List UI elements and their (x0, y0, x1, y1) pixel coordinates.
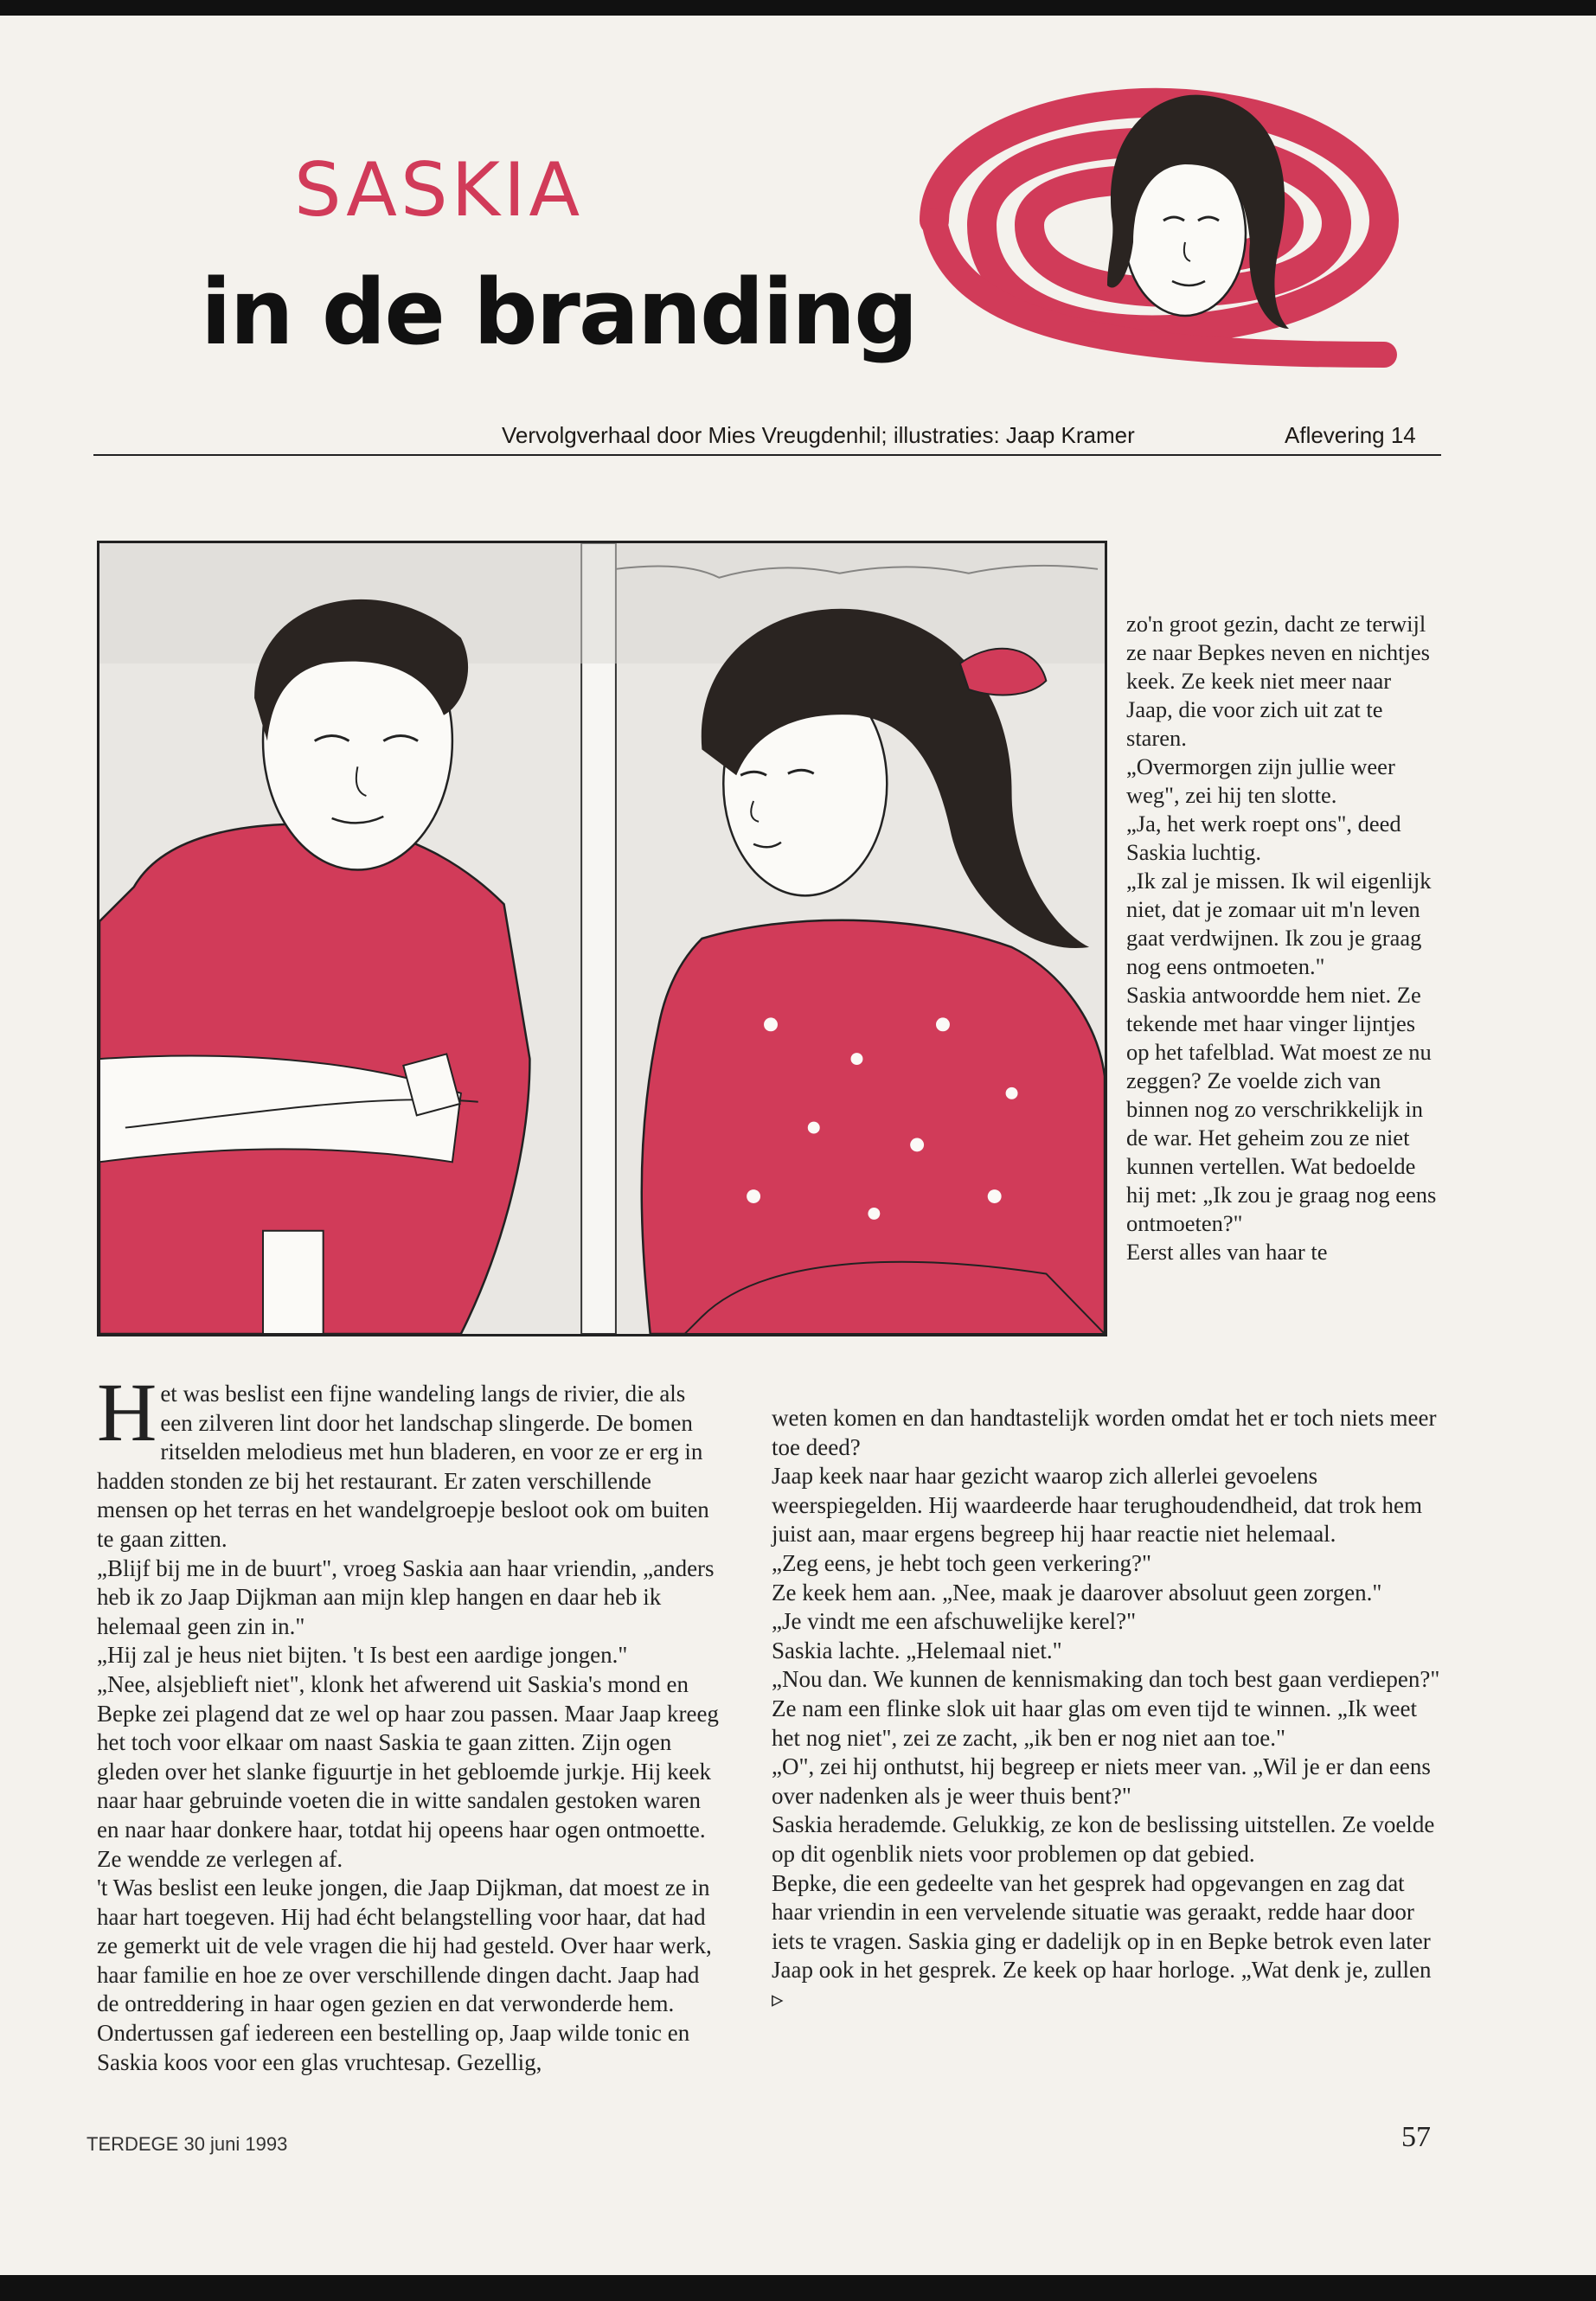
story-title: SASKIA (294, 147, 584, 234)
magazine-footer: TERDEGE 30 juni 1993 (87, 2133, 288, 2155)
episode-label: Aflevering 14 (1285, 422, 1416, 448)
header-illustration (900, 69, 1419, 372)
byline: Vervolgverhaal door Mies Vreugdenhil; illustraties: Jaap Kramer (502, 422, 1135, 448)
paragraph: „Nou dan. We kunnen de kennismaking dan toch best gaan verdiepen?" (772, 1666, 1440, 1693)
paragraph-text: et was beslist een fijne wandeling langs de rivier, die als een zilveren lint door het landschap slingerde. De bomen ritselden melodieus met hun bladeren, en voor ze er erg in hadden stonden ze bij het restaurant. Er zaten verschillende mensen op het terras en het wandelgroepje besloot ook om buiten te gaan zitten. (97, 1381, 709, 1552)
story-left-column (97, 1366, 720, 2077)
header-divider (93, 454, 1441, 456)
paragraph: Bepke, die een gedeelte van het gesprek had opgevangen en zag dat haar vriendin in een vervelende situatie was geraakt, redde haar door iets te vragen. Saskia ging er dadelijk op in en Bepke betrok even later Jaap ook in het gesprek. Ze keek op haar horloge. „Wat denk je, zullen ▹ (772, 1869, 1432, 2012)
bottom-edge (0, 2275, 1596, 2301)
paragraph: Ze nam een flinke slok uit haar glas om even tijd te winnen. „Ik weet het nog niet", zei ze zacht, „ik ben er nog niet aan toe." (772, 1695, 1418, 1751)
page-number: 57 (1401, 2121, 1431, 2153)
paragraph: „Ik zal je missen. Ik wil eigenlijk niet, dat je zomaar uit m'n leven gaat verdwijnen. Ik zou je graag nog eens ontmoeten." (1126, 868, 1432, 979)
paragraph: Saskia lachte. „Helemaal niet." (772, 1637, 1062, 1663)
story-right-column (772, 1404, 1442, 2014)
drop-cap: H (97, 1366, 157, 1458)
spiral-portrait-art (900, 69, 1419, 372)
paragraph: zo'n groot gezin, dacht ze terwijl ze naar Bepkes neven en nichtjes keek. Ze keek niet meer naar Jaap, die voor zich uit zat te staren. (1126, 611, 1430, 751)
paragraph: „Zeg eens, je hebt toch geen verkering?" (772, 1549, 1152, 1576)
story-subtitle: in de branding (201, 260, 917, 365)
paragraph: „Je vindt me een afschuwelijke kerel?" (772, 1608, 1137, 1635)
cafe-scene-art (99, 543, 1105, 1334)
paragraph: 't Was beslist een leuke jongen, die Jaap Dijkman, dat moest ze in haar hart toegeven. Hij had écht belangstelling voor haar, dat had ze gemerkt uit de vele vragen die hij had gesteld. Over haar werk, haar familie en hoe ze over verschillende dingen dacht. Jaap had de ontreddering in haar ogen gezien en dat verwonderde hem. Ondertussen gaf iedereen een bestelling op, Jaap wilde tonic en Saskia koos voor een glas vruchtesap. Gezellig, (97, 1875, 712, 2075)
story-side-column (1126, 610, 1438, 1266)
paragraph: Saskia herademde. Gelukkig, ze kon de beslissing uitstellen. Ze voelde op dit ogenblik niets voor problemen op dat gebied. (772, 1811, 1435, 1867)
paragraph: Ze keek hem aan. „Nee, maak je daarover absoluut geen zorgen." (772, 1579, 1382, 1606)
paragraph: „Blijf bij me in de buurt", vroeg Saskia aan haar vriendin, „anders heb ik zo Jaap Dijkman aan mijn klep hangen en daar heb ik helemaal geen zin in." (97, 1554, 715, 1639)
paragraph: Eerst alles van haar te (1126, 1239, 1328, 1265)
paragraph: „Ja, het werk roept ons", deed Saskia luchtig. (1126, 811, 1401, 865)
paragraph: Saskia antwoordde hem niet. Ze tekende met haar vinger lijntjes op het tafelblad. Wat moest ze nu zeggen? Ze voelde zich van binnen nog zo verschrikkelijk in de war. Het geheim zou ze niet kunnen vertellen. Wat bedoelde hij met: „Ik zou je graag nog eens ontmoeten?" (1126, 982, 1437, 1236)
paragraph: „O", zei hij onthutst, hij begreep er niets meer van. „Wil je er dan eens over nadenken als je weer thuis bent?" (772, 1753, 1431, 1809)
paragraph: „Hij zal je heus niet bijten. 't Is best een aardige jongen." (97, 1642, 628, 1669)
paragraph: „Overmorgen zijn jullie weer weg", zei hij ten slotte. (1126, 753, 1395, 808)
paragraph: weten komen en dan handtastelijk worden omdat het er toch niets meer toe deed? (772, 1405, 1437, 1460)
paragraph: Jaap keek naar haar gezicht waarop zich allerlei gevoelens weerspiegelden. Hij waardeerde haar terughoudendheid, dat trok hem juist aan, maar ergens begreep hij haar reactie niet helemaal. (772, 1463, 1422, 1548)
top-edge (0, 0, 1596, 16)
paragraph (97, 1366, 720, 1554)
paragraph: „Nee, alsjeblieft niet", klonk het afwerend uit Saskia's mond en Bepke zei plagend dat ze wel op haar zou passen. Maar Jaap kreeg het toch voor elkaar om naast Saskia te gaan zitten. Zijn ogen gleden over het slanke figuurtje in het gebloemde jurkje. Hij keek naar haar gebruinde voeten die in witte sandalen gestoken waren en naar haar donkere haar, totdat hij opeens haar ogen ontmoette. Ze wendde ze verlegen af. (97, 1670, 719, 1872)
story-illustration (97, 541, 1107, 1336)
